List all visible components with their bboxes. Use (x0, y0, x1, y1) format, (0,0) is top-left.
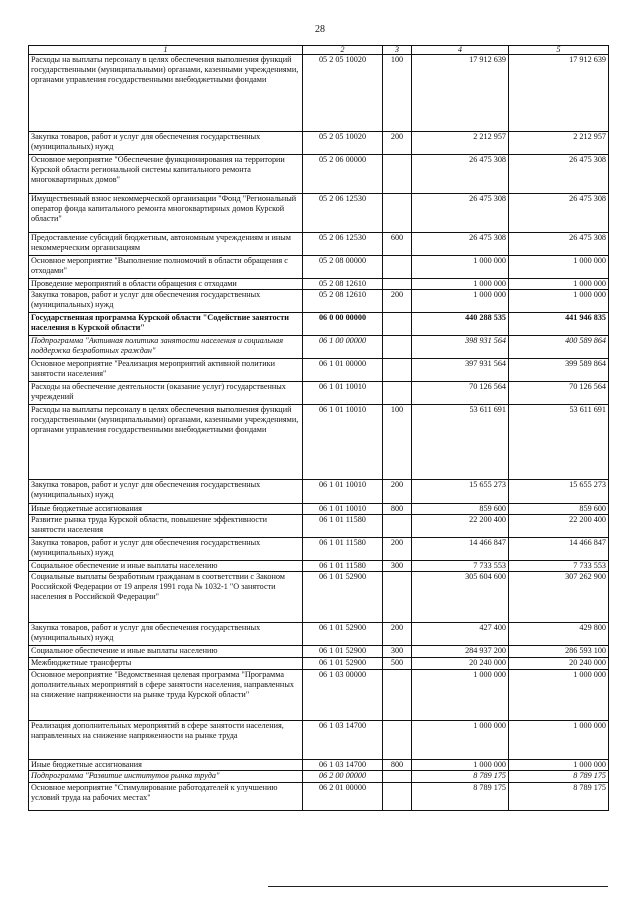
row-amount-year1-cell: 284 937 200 (412, 646, 509, 658)
row-code-cell: 05 2 05 10020 (303, 132, 383, 155)
row-amount-year2-cell: 1 000 000 (509, 290, 609, 313)
row-name-cell: Развитие рынка труда Курской области, повышение эффективности занятости населения (29, 515, 303, 538)
row-expense-type-cell (383, 359, 412, 382)
row-code-cell: 06 1 01 00000 (303, 359, 383, 382)
footer-rule (268, 886, 608, 887)
row-name-cell: Закупка товаров, работ и услуг для обеспечения государственных (муниципальных) нужд (29, 538, 303, 561)
row-amount-year2-cell: 26 475 308 (509, 155, 609, 194)
row-amount-year1-cell: 17 912 639 (412, 55, 509, 132)
row-expense-type-cell: 800 (383, 760, 412, 771)
row-amount-year1-cell: 427 400 (412, 623, 509, 646)
row-expense-type-cell: 200 (383, 290, 412, 313)
row-name-cell: Основное мероприятие "Выполнение полномочий в области обращения с отходами" (29, 256, 303, 279)
table-row (29, 194, 609, 233)
row-code-cell: 06 1 01 52900 (303, 572, 383, 623)
row-code-cell: 06 1 01 11580 (303, 538, 383, 561)
table-row (29, 771, 609, 783)
row-expense-type-cell: 100 (383, 55, 412, 132)
row-expense-type-cell (383, 336, 412, 359)
row-amount-year1-cell: 26 475 308 (412, 194, 509, 233)
table-row (29, 572, 609, 623)
row-amount-year2-cell: 441 946 835 (509, 313, 609, 336)
row-name-cell: Межбюджетные трансферты (29, 658, 303, 670)
row-code-cell: 05 2 08 00000 (303, 256, 383, 279)
budget-table (28, 45, 609, 811)
table-row (29, 658, 609, 670)
row-amount-year1-cell: 53 611 691 (412, 405, 509, 480)
row-expense-type-cell: 100 (383, 405, 412, 480)
row-expense-type-cell (383, 155, 412, 194)
row-amount-year1-cell: 397 931 564 (412, 359, 509, 382)
row-amount-year1-cell: 1 000 000 (412, 279, 509, 290)
row-name-cell: Государственная программа Курской области "Содействие занятости населения в Курской области" (29, 313, 303, 336)
table-row (29, 55, 609, 132)
row-name-cell: Основное мероприятие "Стимулирование работодателей к улучшению условий труда на рабочих местах" (29, 783, 303, 811)
table-row (29, 290, 609, 313)
table-row (29, 623, 609, 646)
table-row (29, 760, 609, 771)
row-expense-type-cell (383, 670, 412, 721)
table-row (29, 256, 609, 279)
row-expense-type-cell: 300 (383, 561, 412, 572)
row-name-cell: Иные бюджетные ассигнования (29, 504, 303, 515)
column-number: 2 (303, 46, 383, 55)
row-code-cell: 06 1 00 00000 (303, 336, 383, 359)
row-expense-type-cell (383, 256, 412, 279)
row-code-cell: 06 0 00 00000 (303, 313, 383, 336)
row-expense-type-cell: 300 (383, 646, 412, 658)
row-amount-year1-cell: 398 931 564 (412, 336, 509, 359)
row-expense-type-cell (383, 313, 412, 336)
row-name-cell: Иные бюджетные ассигнования (29, 760, 303, 771)
row-code-cell: 06 1 01 11580 (303, 561, 383, 572)
column-number: 5 (509, 46, 609, 55)
row-name-cell: Закупка товаров, работ и услуг для обеспечения государственных (муниципальных) нужд (29, 623, 303, 646)
row-amount-year1-cell: 14 466 847 (412, 538, 509, 561)
row-amount-year2-cell: 1 000 000 (509, 670, 609, 721)
row-amount-year2-cell: 399 589 864 (509, 359, 609, 382)
row-amount-year1-cell: 70 126 564 (412, 382, 509, 405)
row-amount-year2-cell: 286 593 100 (509, 646, 609, 658)
table-row (29, 359, 609, 382)
row-name-cell: Подпрограмма "Активная политика занятости населения и социальная поддержка безработных граждан" (29, 336, 303, 359)
row-amount-year2-cell: 400 589 864 (509, 336, 609, 359)
row-code-cell: 05 2 06 12530 (303, 194, 383, 233)
row-name-cell: Закупка товаров, работ и услуг для обеспечения государственных (муниципальных) нужд (29, 480, 303, 504)
row-code-cell: 06 1 03 00000 (303, 670, 383, 721)
row-expense-type-cell: 200 (383, 538, 412, 561)
row-code-cell: 05 2 08 12610 (303, 279, 383, 290)
row-amount-year2-cell: 22 200 400 (509, 515, 609, 538)
row-name-cell: Предоставление субсидий бюджетным, автономным учреждениям и иным некоммерческим организациям (29, 233, 303, 256)
table-row (29, 313, 609, 336)
row-code-cell: 06 1 01 52900 (303, 623, 383, 646)
row-amount-year2-cell: 14 466 847 (509, 538, 609, 561)
table-row (29, 670, 609, 721)
row-amount-year1-cell: 7 733 553 (412, 561, 509, 572)
row-code-cell: 05 2 06 12530 (303, 233, 383, 256)
row-name-cell: Социальное обеспечение и иные выплаты населению (29, 561, 303, 572)
row-amount-year1-cell: 20 240 000 (412, 658, 509, 670)
row-name-cell: Проведение мероприятий в области обращения с отходами (29, 279, 303, 290)
row-name-cell: Основное мероприятие "Реализация мероприятий активной политики занятости населения" (29, 359, 303, 382)
row-amount-year1-cell: 8 789 175 (412, 771, 509, 783)
row-name-cell: Основное мероприятие "Обеспечение функционирования на территории Курской области региональной системы капитального ремонта многоквартирных домов" (29, 155, 303, 194)
row-code-cell: 06 1 01 10010 (303, 504, 383, 515)
table-row (29, 155, 609, 194)
row-expense-type-cell (383, 515, 412, 538)
row-expense-type-cell (383, 279, 412, 290)
row-amount-year1-cell: 859 600 (412, 504, 509, 515)
row-amount-year1-cell: 26 475 308 (412, 155, 509, 194)
row-amount-year1-cell: 26 475 308 (412, 233, 509, 256)
row-expense-type-cell: 800 (383, 504, 412, 515)
row-name-cell: Подпрограмма "Развитие институтов рынка труда" (29, 771, 303, 783)
row-amount-year1-cell: 440 288 535 (412, 313, 509, 336)
row-expense-type-cell: 200 (383, 480, 412, 504)
table-row (29, 561, 609, 572)
row-name-cell: Расходы на обеспечение деятельности (оказание услуг) государственных учреждений (29, 382, 303, 405)
row-code-cell: 06 1 03 14700 (303, 760, 383, 771)
row-code-cell: 06 1 01 10010 (303, 480, 383, 504)
row-amount-year2-cell: 26 475 308 (509, 233, 609, 256)
table-row (29, 480, 609, 504)
row-amount-year2-cell: 8 789 175 (509, 771, 609, 783)
row-expense-type-cell: 200 (383, 623, 412, 646)
table-row (29, 538, 609, 561)
row-expense-type-cell: 500 (383, 658, 412, 670)
row-amount-year2-cell: 17 912 639 (509, 55, 609, 132)
row-code-cell: 06 2 01 00000 (303, 783, 383, 811)
row-code-cell: 06 1 03 14700 (303, 721, 383, 760)
table-row (29, 504, 609, 515)
row-code-cell: 05 2 08 12610 (303, 290, 383, 313)
row-name-cell: Реализация дополнительных мероприятий в сфере занятости населения, направленных на снижение напряженности на рынке труда (29, 721, 303, 760)
row-name-cell: Социальное обеспечение и иные выплаты населению (29, 646, 303, 658)
row-expense-type-cell: 200 (383, 132, 412, 155)
row-amount-year2-cell: 307 262 900 (509, 572, 609, 623)
row-amount-year2-cell: 20 240 000 (509, 658, 609, 670)
column-number-row (29, 46, 609, 55)
row-amount-year2-cell: 26 475 308 (509, 194, 609, 233)
row-amount-year2-cell: 15 655 273 (509, 480, 609, 504)
row-amount-year1-cell: 1 000 000 (412, 721, 509, 760)
row-code-cell: 05 2 05 10020 (303, 55, 383, 132)
table-row (29, 721, 609, 760)
row-expense-type-cell (383, 382, 412, 405)
row-amount-year1-cell: 305 604 600 (412, 572, 509, 623)
row-name-cell: Расходы на выплаты персоналу в целях обеспечения выполнения функций государственными (муниципальными) органами, казенными учреждениями, органами управления государственными внебюджетными фондами (29, 405, 303, 480)
row-amount-year1-cell: 8 789 175 (412, 783, 509, 811)
row-amount-year2-cell: 1 000 000 (509, 760, 609, 771)
row-name-cell: Имущественный взнос некоммерческой организации "Фонд "Региональный оператор фонда капитального ремонта многоквартирных домов Курской области" (29, 194, 303, 233)
row-amount-year2-cell: 70 126 564 (509, 382, 609, 405)
column-number: 3 (383, 46, 412, 55)
table-row (29, 382, 609, 405)
table-row (29, 233, 609, 256)
row-name-cell: Основное мероприятие "Ведомственная целевая программа "Программа дополнительных мероприятий в сфере занятости населения, направленных на снижение напряженности на рынке труда Курской области" (29, 670, 303, 721)
row-expense-type-cell (383, 572, 412, 623)
row-amount-year2-cell: 1 000 000 (509, 256, 609, 279)
row-name-cell: Закупка товаров, работ и услуг для обеспечения государственных (муниципальных) нужд (29, 132, 303, 155)
row-amount-year1-cell: 1 000 000 (412, 290, 509, 313)
row-code-cell: 06 1 01 10010 (303, 405, 383, 480)
column-number: 4 (412, 46, 509, 55)
row-amount-year2-cell: 1 000 000 (509, 721, 609, 760)
row-code-cell: 06 1 01 11580 (303, 515, 383, 538)
row-name-cell: Социальные выплаты безработным гражданам в соответствии с Законом Российской Федерации от 19 апреля 1991 года № 1032-1 "О занятости населения в Российской Федерации" (29, 572, 303, 623)
table-row (29, 515, 609, 538)
row-code-cell: 06 1 01 52900 (303, 658, 383, 670)
row-amount-year1-cell: 2 212 957 (412, 132, 509, 155)
row-code-cell: 06 1 01 52900 (303, 646, 383, 658)
row-name-cell: Расходы на выплаты персоналу в целях обеспечения выполнения функций государственными (муниципальными) органами, казенными учреждениями, органами управления государственными внебюджетными фондами (29, 55, 303, 132)
table-row (29, 279, 609, 290)
row-expense-type-cell (383, 194, 412, 233)
table-row (29, 646, 609, 658)
table-row (29, 336, 609, 359)
row-name-cell: Закупка товаров, работ и услуг для обеспечения государственных (муниципальных) нужд (29, 290, 303, 313)
row-amount-year1-cell: 1 000 000 (412, 256, 509, 279)
column-number: 1 (29, 46, 303, 55)
page-number: 28 (315, 24, 325, 35)
row-amount-year1-cell: 22 200 400 (412, 515, 509, 538)
row-expense-type-cell (383, 721, 412, 760)
row-amount-year2-cell: 429 800 (509, 623, 609, 646)
row-amount-year2-cell: 1 000 000 (509, 279, 609, 290)
row-code-cell: 06 1 01 10010 (303, 382, 383, 405)
row-code-cell: 05 2 06 00000 (303, 155, 383, 194)
row-amount-year2-cell: 53 611 691 (509, 405, 609, 480)
row-code-cell: 06 2 00 00000 (303, 771, 383, 783)
row-expense-type-cell (383, 771, 412, 783)
row-expense-type-cell: 600 (383, 233, 412, 256)
row-expense-type-cell (383, 783, 412, 811)
table-row (29, 405, 609, 480)
table-row (29, 783, 609, 811)
row-amount-year1-cell: 15 655 273 (412, 480, 509, 504)
row-amount-year2-cell: 7 733 553 (509, 561, 609, 572)
row-amount-year1-cell: 1 000 000 (412, 670, 509, 721)
row-amount-year2-cell: 859 600 (509, 504, 609, 515)
row-amount-year2-cell: 2 212 957 (509, 132, 609, 155)
row-amount-year1-cell: 1 000 000 (412, 760, 509, 771)
table-row (29, 132, 609, 155)
row-amount-year2-cell: 8 789 175 (509, 783, 609, 811)
